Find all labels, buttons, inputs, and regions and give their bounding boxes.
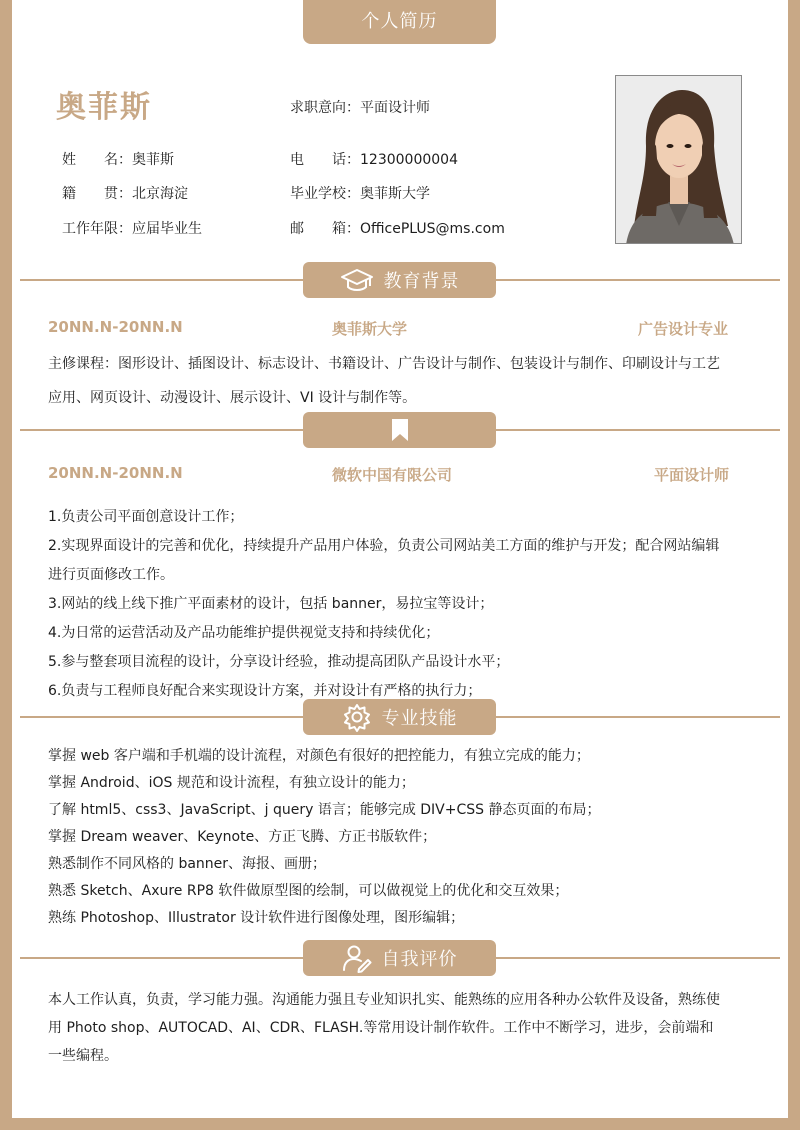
school-value: 奥菲斯大学 bbox=[360, 186, 430, 202]
experience-position: 平面设计师 bbox=[654, 466, 730, 484]
experience-line: 3.网站的线上线下推广平面素材的设计，包括 banner，易拉宝等设计； bbox=[48, 596, 494, 612]
self-eval-section-tab bbox=[303, 940, 496, 976]
education-courses bbox=[48, 347, 760, 415]
experience-details bbox=[48, 503, 760, 706]
experience-line: 1.负责公司平面创意设计工作； bbox=[48, 509, 244, 525]
experience-period: 20NN.N-20NN.N bbox=[48, 464, 183, 482]
resume-title: 个人简历 bbox=[361, 11, 438, 32]
applicant-name: 奥菲斯 bbox=[56, 90, 152, 125]
field-school bbox=[290, 183, 430, 203]
skill-line: 掌握 web 客户端和手机端的设计流程，对颜色有很好的把控能力，有独立完成的能力； bbox=[48, 748, 590, 764]
experience-section-tab bbox=[303, 412, 496, 448]
skill-line: 熟悉 Sketch、Axure RP8 软件做原型图的绘制，可以做视觉上的优化和交互效果； bbox=[48, 883, 569, 899]
courses-line: 应用、网页设计、动漫设计、展示设计、VI 设计与制作等。 bbox=[48, 390, 417, 406]
field-name bbox=[62, 149, 174, 169]
name-value: 奥菲斯 bbox=[132, 152, 174, 168]
field-years bbox=[62, 218, 202, 238]
origin-value: 北京海淀 bbox=[132, 186, 188, 202]
experience-line: 5.参与整套项目流程的设计，分享设计经验，推动提高团队产品设计水平； bbox=[48, 654, 510, 670]
field-origin bbox=[62, 183, 188, 203]
skill-line: 熟练 Photoshop、Illustrator 设计软件进行图像处理，图形编辑； bbox=[48, 910, 465, 926]
objective-label: 求职意向： bbox=[290, 100, 360, 116]
years-value: 应届毕业生 bbox=[132, 221, 202, 237]
years-label: 工作年限： bbox=[62, 221, 132, 237]
user-edit-icon bbox=[342, 943, 372, 973]
graduation-cap-icon bbox=[340, 268, 374, 292]
education-period: 20NN.N-20NN.N bbox=[48, 318, 183, 336]
skill-line: 熟悉制作不同风格的 banner、海报、画册； bbox=[48, 856, 327, 872]
education-section-tab bbox=[303, 262, 496, 298]
portrait-illustration bbox=[616, 76, 742, 244]
self-eval-text bbox=[48, 986, 760, 1070]
resume-title-tab bbox=[303, 0, 496, 44]
courses-line: 主修课程：图形设计、插图设计、标志设计、书籍设计、广告设计与制作、包装设计与制作、印刷设计与工艺 bbox=[48, 356, 720, 372]
self-eval-line: 一些编程。 bbox=[48, 1048, 118, 1064]
objective-value: 平面设计师 bbox=[360, 100, 430, 116]
school-label: 毕业学校： bbox=[290, 186, 360, 202]
education-major: 广告设计专业 bbox=[638, 320, 729, 338]
skills-list bbox=[48, 743, 760, 932]
portrait-photo bbox=[615, 75, 742, 244]
phone-label: 电 话： bbox=[290, 152, 360, 168]
phone-value: 12300000004 bbox=[360, 152, 458, 168]
experience-line: 6.负责与工程师良好配合来实现设计方案，并对设计有严格的执行力； bbox=[48, 683, 482, 699]
field-email bbox=[290, 218, 505, 238]
education-title: 教育背景 bbox=[383, 271, 460, 292]
self-eval-line: 本人工作认真，负责，学习能力强。沟通能力强且专业知识扎实、能熟练的应用各种办公软件及设备，熟练使 bbox=[48, 992, 720, 1008]
education-school: 奥菲斯大学 bbox=[332, 320, 408, 338]
experience-line: 2.实现界面设计的完善和优化，持续提升产品用户体验，负责公司网站美工方面的维护与开发；配合网站编辑 bbox=[48, 538, 720, 554]
email-value: OfficePLUS@ms.com bbox=[360, 221, 505, 237]
gear-icon bbox=[342, 702, 372, 732]
experience-line: 4.为日常的运营活动及产品功能维护提供视觉支持和持续优化； bbox=[48, 625, 440, 641]
skills-title: 专业技能 bbox=[381, 708, 458, 729]
origin-label: 籍 贯： bbox=[62, 186, 132, 202]
skill-line: 掌握 Android、iOS 规范和设计流程，有独立设计的能力； bbox=[48, 775, 415, 791]
email-label: 邮 箱： bbox=[290, 221, 360, 237]
self-eval-title: 自我评价 bbox=[381, 949, 458, 970]
skill-line: 掌握 Dream weaver、Keynote、方正飞腾、方正书版软件； bbox=[48, 829, 437, 845]
name-label: 姓 名： bbox=[62, 152, 132, 168]
experience-line: 进行页面修改工作。 bbox=[48, 567, 174, 583]
field-phone bbox=[290, 149, 458, 169]
bookmark-icon bbox=[389, 417, 411, 443]
experience-company: 微软中国有限公司 bbox=[332, 466, 453, 484]
self-eval-line: 用 Photo shop、AUTOCAD、AI、CDR、FLASH.等常用设计制作软件。工作中不断学习，进步，会前端和 bbox=[48, 1020, 714, 1036]
skill-line: 了解 html5、css3、JavaScript、j query 语言；能够完成 DIV+CSS 静态页面的布局； bbox=[48, 802, 601, 818]
skills-section-tab bbox=[303, 699, 496, 735]
objective-row bbox=[290, 97, 430, 117]
